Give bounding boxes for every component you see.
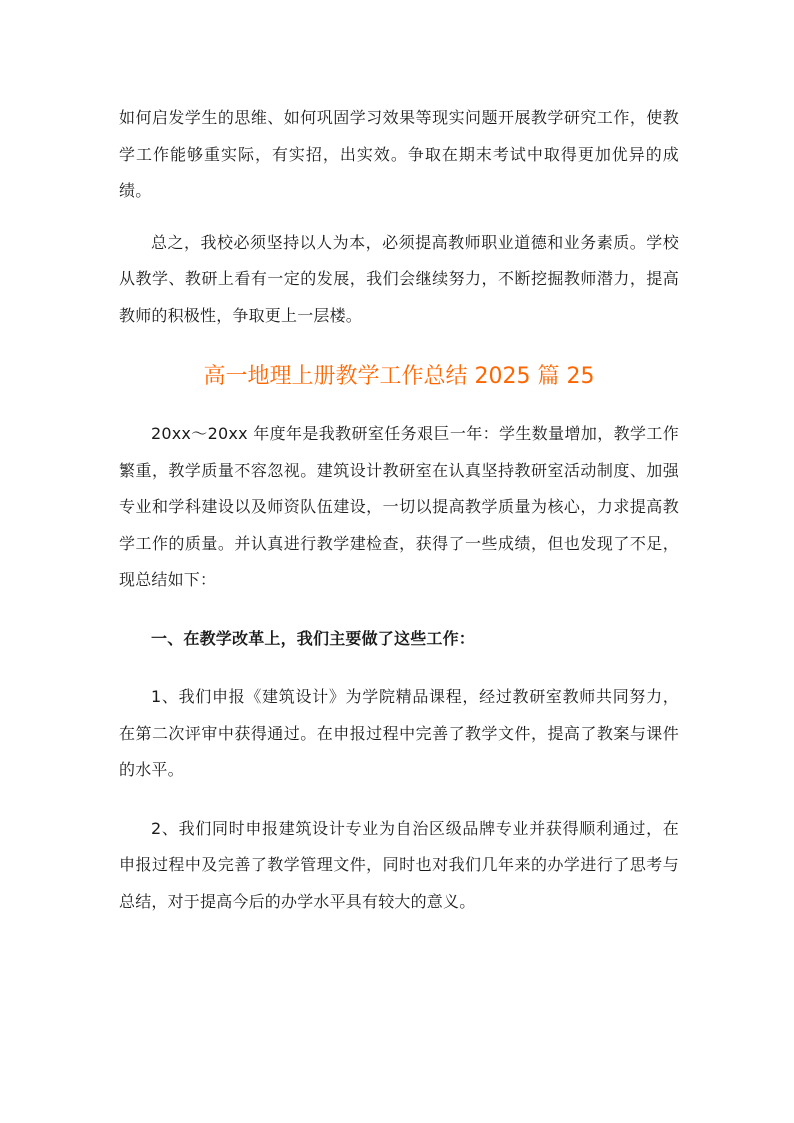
summary-paragraph: 20xx～20xx 年度年是我教研室任务艰巨一年：学生数量增加，教学工作繁重，教学质量不容忽视。建筑设计教研室在认真坚持教研室活动制度、加强专业和学科建设以及师资队伍建设，一切以提高教学质量为核心，力求提高教学工作的质量。并认真进行教学建检查，获得了一些成绩，但也发现了不足，现总结如下： — [119, 424, 679, 589]
list-item-1: 1、我们申报《建筑设计》为学院精品课程，经过教研室教师共同努力，在第二次评审中获得通过。在申报过程中完善了教学文件，提高了教案与课件的水平。 — [119, 687, 679, 779]
document-content — [119, 100, 679, 920]
list-item-2: 2、我们同时申报建筑设计专业为自治区级品牌专业并获得顺利通过，在申报过程中及完善了教学管理文件，同时也对我们几年来的办学进行了思考与总结，对于提高今后的办学水平具有较大的意义。 — [119, 818, 679, 911]
intro-paragraph-2: 总之，我校必须坚持以人为本，必须提高教师职业道德和业务素质。学校从教学、教研上看有一定的发展，我们会继续努力，不断挖掘教师潜力，提高教师的积极性，争取更上一层楼。 — [119, 232, 679, 325]
section-title: 高一地理上册教学工作总结 2025 篇 25 — [203, 364, 595, 389]
heading-teaching-reform: 一、在教学改革上，我们主要做了这些工作： — [151, 628, 476, 648]
intro-paragraph-1: 如何启发学生的思维、如何巩固学习效果等现实问题开展教学研究工作，使教学工作能够重实际，有实招，出实效。争取在期末考试中取得更加优异的成绩。 — [119, 108, 679, 200]
